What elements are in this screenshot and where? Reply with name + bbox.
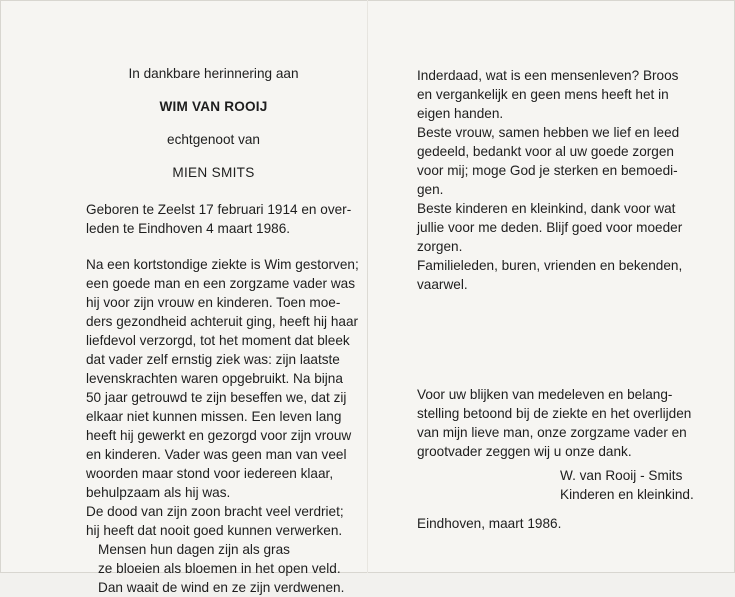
poem [86,540,345,597]
poem-line: Mensen hun dagen zijn als gras [98,542,290,557]
text-line: hij voor zijn vrouw en kinderen. Toen moe- [86,295,341,310]
spouse-name: MIEN SMITS [172,165,255,180]
text-line: vaarwel. [417,277,468,292]
card-fold-line [367,0,368,573]
text-line: jullie voor me deden. Blijf goed voor moeder [417,220,683,235]
text-line: Voor uw blijken van medeleven en belang- [417,387,673,402]
text-line: ders gezondheid achteruit ging, heeft hij haar [86,314,359,329]
text-line: Familieleden, buren, vrienden en bekenden, [417,258,683,273]
thanks-paragraph [417,385,717,461]
text-line: Inderdaad, wat is een mensenleven? Broos [417,68,679,83]
left-panel [86,64,359,597]
text-line: Na een kortstondige ziekte is Wim gestorven; [86,257,359,272]
text-line: en kinderen. Vader was geen man van veel [86,447,347,462]
farewell-paragraph [417,66,717,294]
poem-line: Dan waait de wind en ze zijn verdwenen. [98,580,345,595]
signature-line: Kinderen en kleinkind. [560,487,694,502]
place-date: Eindhoven, maart 1986. [417,516,562,531]
text-line: zorgen. [417,239,463,254]
text-line: hij heeft dat nooit goed kunnen verwerken. [86,523,343,538]
text-line: Beste kinderen en kleinkind, dank voor wat [417,201,676,216]
text-line: dat vader zelf ernstig ziek was: zijn laatste [86,352,340,367]
signature-line: W. van Rooij - Smits [560,468,683,483]
text-line: levenskrachten waren opgebruikt. Na bijna [86,371,343,386]
text-line: 50 jaar getrouwd te zijn beseffen we, dat zij [86,390,347,405]
spouse-label: echtgenoot van [167,132,260,147]
intro-text: In dankbare herinnering aan [128,66,299,81]
text-line: eigen handen. [417,106,504,121]
text-line: woorden maar stond voor iedereen klaar, [86,466,334,481]
story-paragraph [86,255,359,540]
deceased-name: WIM VAN ROOIJ [159,99,268,114]
text-line: een goede man en een zorgzame vader was [86,276,356,291]
text-line: leden te Eindhoven 4 maart 1986. [86,221,291,236]
text-line: behulpzaam als hij was. [86,485,231,500]
text-line: heeft hij gewerkt en gezorgd voor zijn vrouw [86,428,352,443]
text-line: Beste vrouw, samen hebben we lief en leed [417,125,680,140]
text-line: en vergankelijk en geen mens heeft het in [417,87,669,102]
text-line: van mijn lieve man, onze zorgzame vader en [417,425,687,440]
text-line: grootvader zeggen wij u onze dank. [417,444,632,459]
text-line: gen. [417,182,444,197]
signature-block [560,466,694,504]
text-line: stelling betoond bij de ziekte en het overlijden [417,406,692,421]
text-line: liefdevol verzorgd, tot het moment dat bleek [86,333,350,348]
text-line: De dood van zijn zoon bracht veel verdriet; [86,504,344,519]
text-line: Geboren te Zeelst 17 februari 1914 en over- [86,202,352,217]
birth-death-paragraph [86,200,352,238]
poem-line: ze bloeien als bloemen in het open veld. [98,561,341,576]
text-line: gedeeld, bedankt voor al uw goede zorgen [417,144,674,159]
text-line: elkaar niet kunnen missen. Een leven lang [86,409,342,424]
text-line: voor mij; moge God je sterken en bemoedi- [417,163,678,178]
